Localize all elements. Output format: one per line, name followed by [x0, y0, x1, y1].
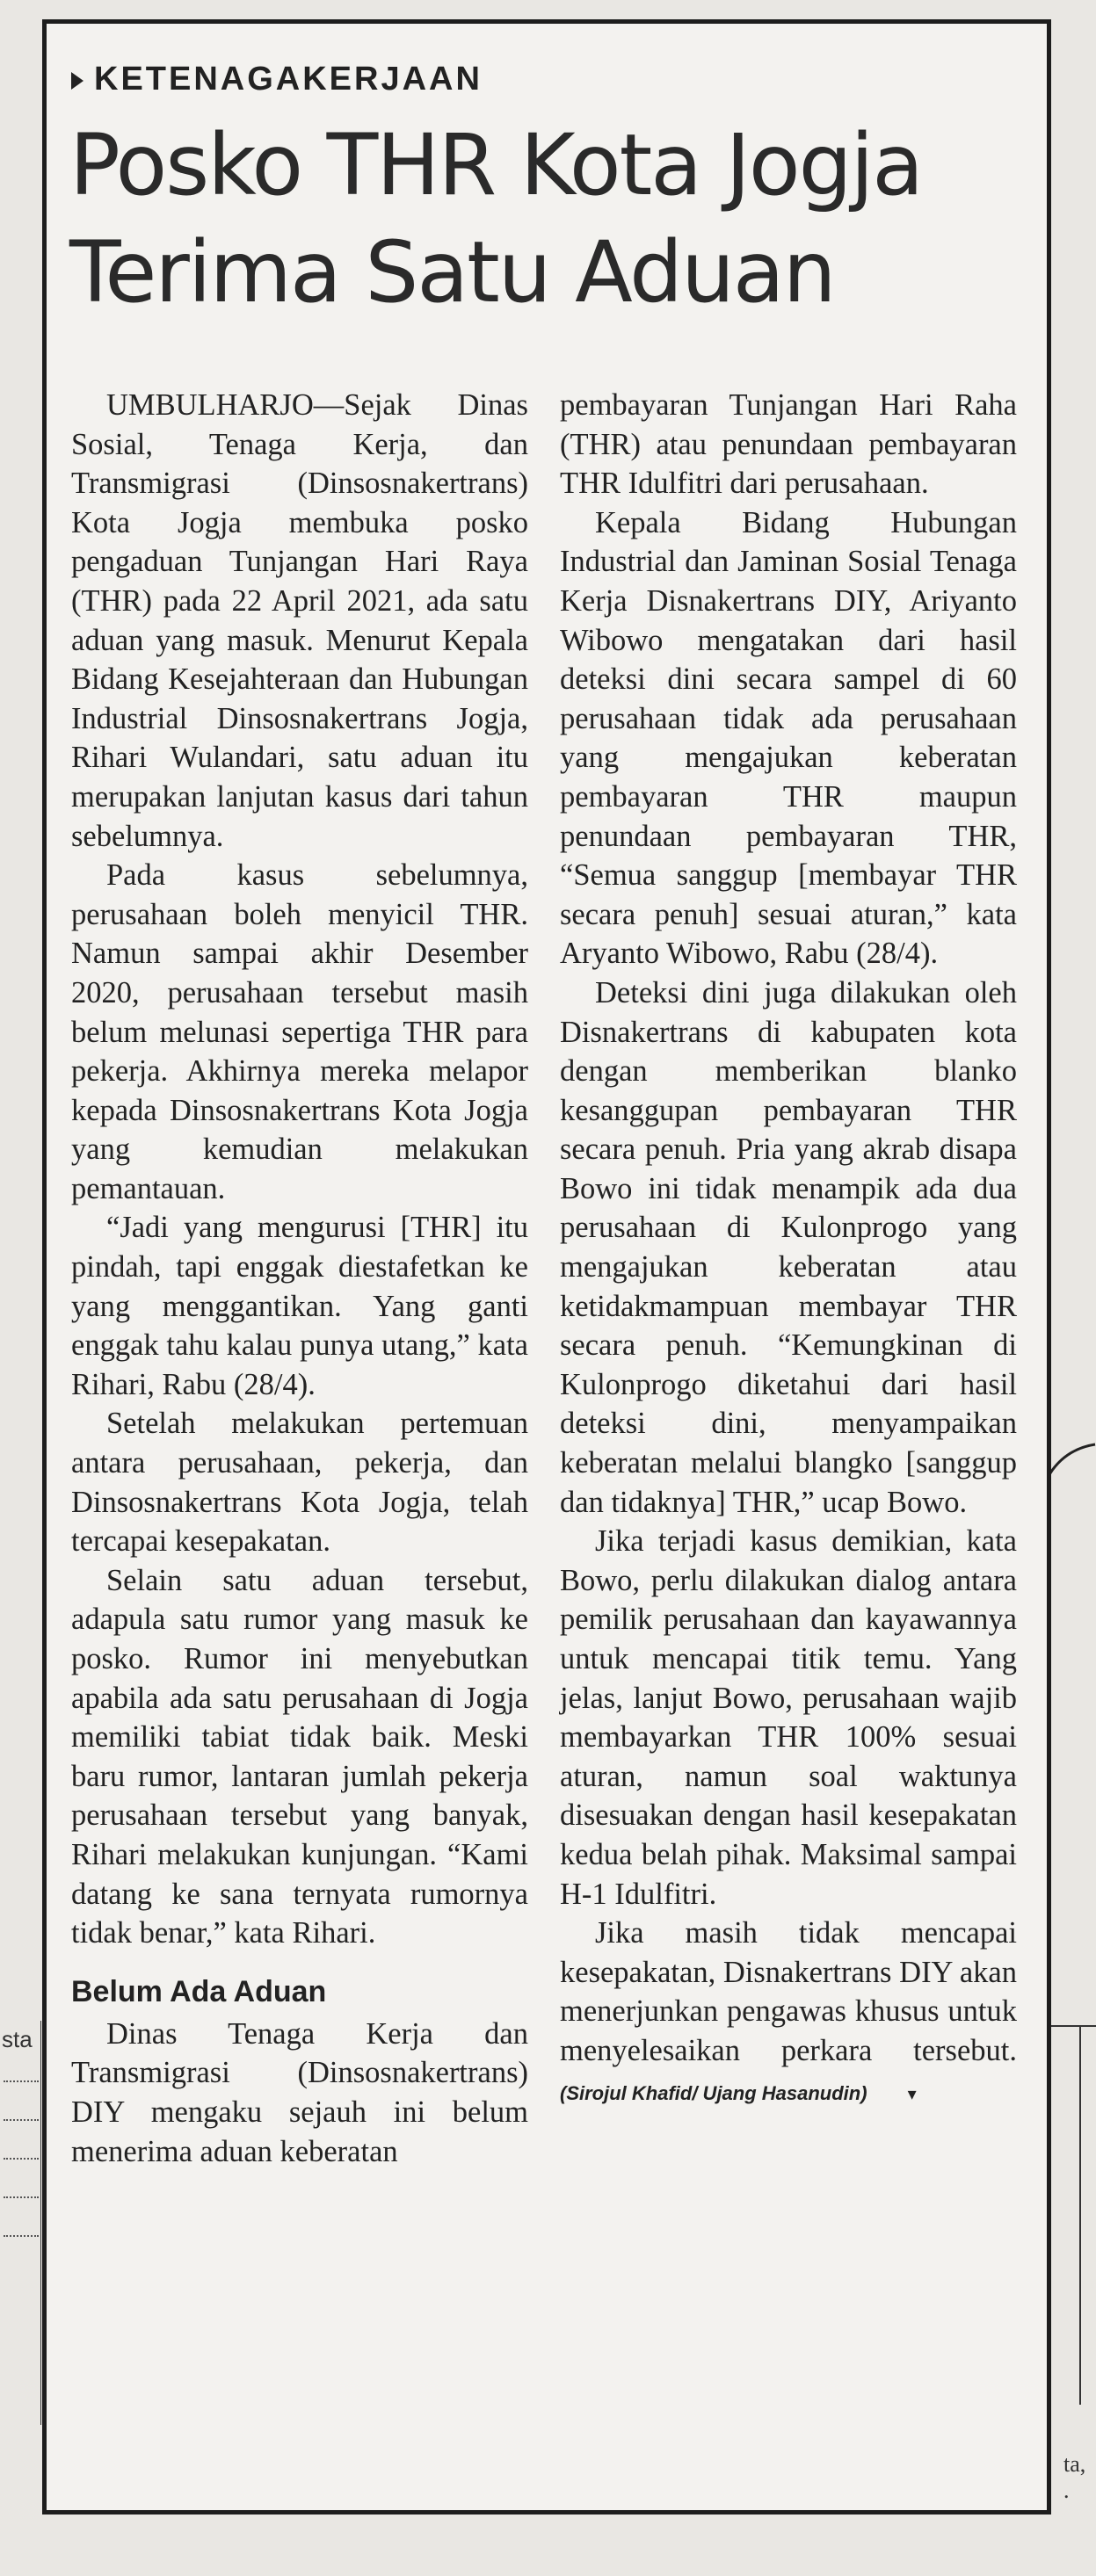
triangle-bullet-icon	[71, 72, 83, 90]
paragraph-final	[560, 1914, 1017, 2113]
paragraph: Pada kasus sebelumnya, perusahaan boleh menyicil THR. Namun sampai akhir Desember 2020, perusahaan tersebut masih belum melunasi sepertiga THR para pekerja. Akhirnya mereka melapor kepada Dinsosnakertrans Kota Jogja yang kemudian melakukan pemantauan.	[71, 858, 528, 1205]
paragraph: Dinas Tenaga Kerja dan Transmigrasi (Dinsosnakertrans) DIY mengaku sejauh ini belum menerima aduan keberatan	[71, 2016, 528, 2168]
adjacent-clipping-right	[1046, 2025, 1096, 2405]
dotted-line	[4, 2080, 39, 2082]
table-rule	[1079, 2027, 1081, 2405]
article-column-right	[560, 386, 1017, 2113]
paragraph: Setelah melakukan pertemuan antara perusahaan, pekerja, dan Dinsosnakertrans Kota Jogja, telah tercapai kesepakatan.	[71, 1407, 528, 1559]
dotted-line	[4, 2196, 39, 2198]
paragraph: UMBULHARJO—Sejak Dinas Sosial, Tenaga Kerja, dan Transmigrasi (Dinsosnakertrans) Kota Jogja membuka posko pengaduan Tunjangan Hari Raya (THR) pada 22 April 2021, ada satu aduan yang masuk. Menurut Kepala Bidang Kesejahteraan dan Hubungan Industrial Dinsosnakertrans Jogja, Rihari Wulandari, satu aduan itu merupakan lanjutan kasus dari tahun sebelumnya.	[71, 388, 528, 853]
adjacent-clipping-left	[0, 2021, 41, 2425]
paragraph: pembayaran Tunjangan Hari Raha (THR) atau penundaan pembayaran THR Idulfitri dari perusahaan.	[560, 388, 1017, 501]
dotted-line	[4, 2119, 39, 2121]
dotted-line	[4, 2158, 39, 2160]
kicker-text: KETENAGAKERJAAN	[94, 61, 483, 98]
dotted-line	[4, 2235, 39, 2237]
paragraph: Deteksi dini juga dilakukan oleh Disnakertrans di kabupaten kota dengan memberikan blanko kesanggupan pembayaran THR secara penuh. Pria yang akrab disapa Bowo ini tidak menampik ada dua perusahaan di Kulonprogo yang mengajukan keberatan atau ketidakmampuan membayar THR secara penuh. “Kemungkinan di Kulonprogo diketahui dari hasil deteksi dini, menyampaikan keberatan melalui blangko [sanggup dan tidaknya] THR,” ucap Bowo.	[560, 975, 1017, 1519]
headline	[69, 112, 1036, 326]
adjacent-text-fragment-left: sta	[2, 2026, 33, 2052]
paragraph: Kepala Bidang Hubungan Industrial dan Jaminan Sosial Tenaga Kerja Disnakertrans DIY, Ariyanto Wibowo mengatakan dari hasil deteksi dini secara sampel di 60 perusahaan tidak ada perusahaan yang mengajukan keberatan pembayaran THR maupun penundaan pembayaran THR, “Semua sanggup [membayar THR secara penuh] sesuai aturan,” kata Aryanto Wibowo, Rabu (28/4).	[560, 505, 1017, 971]
end-mark-icon: ▾	[907, 2082, 917, 2104]
article-column-left	[71, 386, 528, 2171]
section-kicker	[71, 61, 483, 98]
subheading: Belum Ada Aduan	[71, 1974, 327, 2008]
paragraph: “Jadi yang mengurusi [THR] itu pindah, tapi enggak diestafetkan ke yang menggantikan. Yang ganti enggak tahu kalau punya utang,” kata Rihari, Rabu (28/4).	[71, 1211, 528, 1401]
paragraph-text: Jika masih tidak mencapai kesepakatan, Disnakertrans DIY akan menerjunkan pengawas khusus untuk menyelesaikan perkara tersebut.	[560, 1916, 1017, 2067]
byline: (Sirojul Khafid/ Ujang Hasanudin)	[560, 2081, 867, 2104]
headline-line-2: Terima Satu Aduan	[69, 223, 835, 322]
news-clipping	[42, 19, 1051, 2514]
adjacent-text-fragment-right: ta, .	[1063, 2451, 1086, 2503]
paragraph: Selain satu aduan tersebut, adapula satu rumor yang masuk ke posko. Rumor ini menyebutkan apabila ada satu perusahaan di Jogja memiliki tabiat tidak baik. Meski baru rumor, lantaran jumlah pekerja perusahaan tersebut yang banyak, Rihari melakukan kunjungan. “Kami datang ke sana ternyata rumornya tidak benar,” kata Rihari.	[71, 1563, 528, 1950]
headline-line-1: Posko THR Kota Jogja	[69, 116, 923, 214]
paragraph: Jika terjadi kasus demikian, kata Bowo, perlu dilakukan dialog antara pemilik perusahaan dan kayawannya untuk mencapai titik temu. Yang jelas, lanjut Bowo, perusahaan wajib membayarkan THR 100% sesuai aturan, namun soal waktunya disesuakan dengan hasil kesepakatan kedua belah pihak. Maksimal sampai H-1 Idulfitri.	[560, 1524, 1017, 1911]
